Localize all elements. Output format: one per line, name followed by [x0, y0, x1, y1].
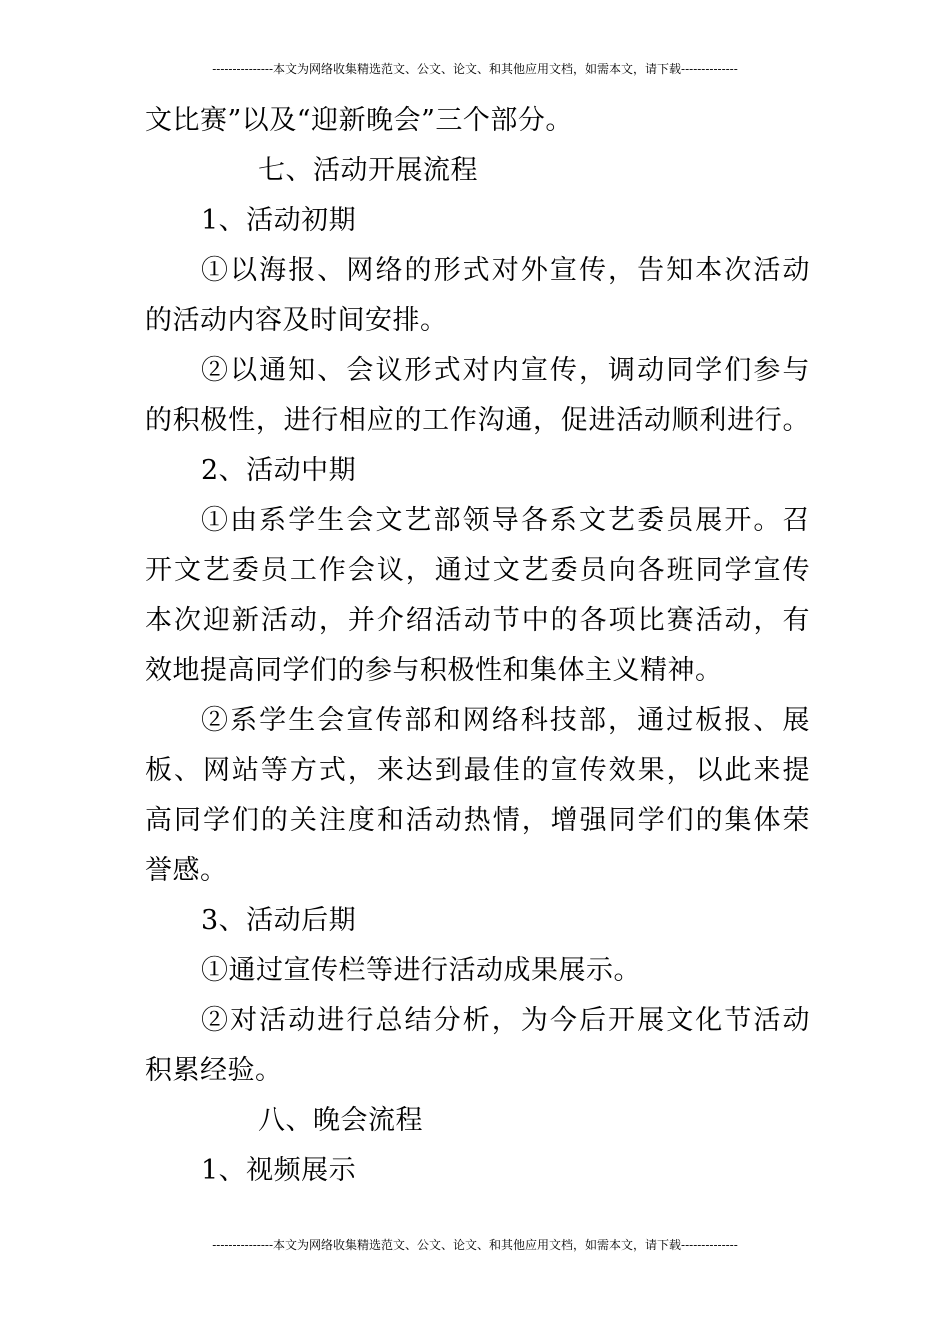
page-header: ---------------本文为网络收集精选范文、公文、论文、和其他应用文档，如需本文，请下载-------------- — [212, 62, 738, 76]
subsection-heading: 2、活动中期 — [201, 455, 357, 486]
subsection-heading: 3、活动后期 — [201, 905, 357, 936]
subsection-heading: 1、活动初期 — [201, 205, 357, 236]
paragraph-line: ②对活动进行总结分析，为今后开展文化节活动 — [201, 1005, 810, 1036]
section-heading: 七、活动开展流程 — [258, 155, 478, 186]
paragraph-line: 高同学们的关注度和活动热情，增强同学们的集体荣 — [145, 805, 810, 836]
paragraph-line: 效地提高同学们的参与积极性和集体主义精神。 — [145, 655, 723, 686]
paragraph-line: ①通过宣传栏等进行活动成果展示。 — [201, 955, 641, 986]
paragraph-line: 板、网站等方式，来达到最佳的宣传效果，以此来提 — [145, 755, 810, 786]
paragraph-line: ②系学生会宣传部和网络科技部，通过板报、展 — [201, 705, 810, 736]
paragraph-line: 誉感。 — [145, 855, 228, 886]
paragraph-line: ②以通知、会议形式对内宣传，调动同学们参与 — [201, 355, 810, 386]
document-body — [145, 96, 810, 1196]
paragraph-line: 开文艺委员工作会议，通过文艺委员向各班同学宣传 — [145, 555, 810, 586]
subsection-heading: 1、视频展示 — [201, 1155, 357, 1186]
paragraph-line: 本次迎新活动，并介绍活动节中的各项比赛活动，有 — [145, 605, 810, 636]
page-footer: ---------------本文为网络收集精选范文、公文、论文、和其他应用文档，如需本文，请下载-------------- — [212, 1238, 738, 1252]
paragraph-line: 的活动内容及时间安排。 — [145, 305, 448, 336]
paragraph-line: 积累经验。 — [145, 1055, 283, 1086]
paragraph-line: 文比赛”以及“迎新晚会”三个部分。 — [145, 105, 573, 136]
paragraph-line: ①由系学生会文艺部领导各系文艺委员展开。召 — [201, 505, 810, 536]
paragraph-line: 的积极性，进行相应的工作沟通，促进活动顺利进行。 — [145, 405, 810, 436]
paragraph-line: ①以海报、网络的形式对外宣传，告知本次活动 — [201, 255, 810, 286]
section-heading: 八、晚会流程 — [258, 1105, 423, 1136]
